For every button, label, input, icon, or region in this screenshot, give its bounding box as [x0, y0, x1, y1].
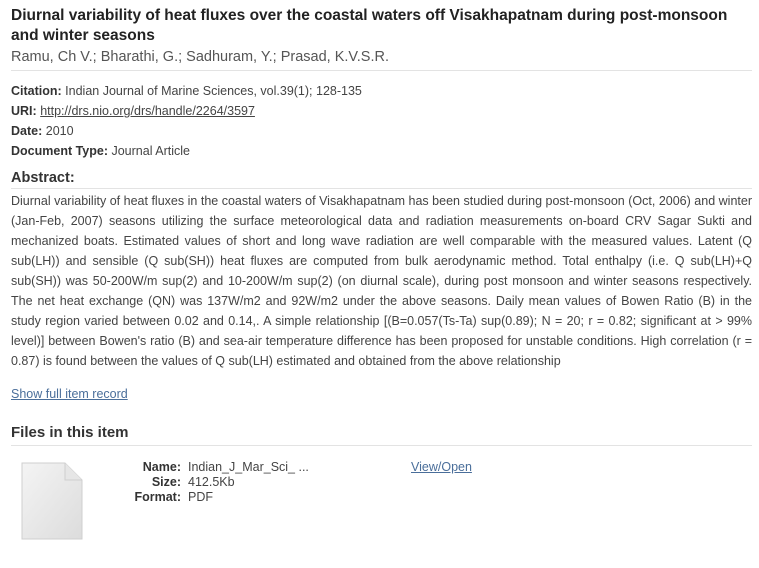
document-file-icon-graphic — [21, 462, 83, 540]
document-file-icon[interactable] — [21, 462, 83, 540]
item-authors: Ramu, Ch V.; Bharathi, G.; Sadhuram, Y.; Prasad, K.V.S.R. — [11, 48, 752, 71]
file-format-row — [111, 490, 309, 505]
file-size-label: Size: — [151, 475, 181, 489]
citation-value: Indian Journal of Marine Sciences, vol.39(1); 128-135 — [65, 84, 362, 98]
document-type-value: Journal Article — [111, 144, 190, 158]
files-heading: Files in this item — [11, 423, 752, 446]
file-size-value: 412.5Kb — [188, 475, 235, 489]
file-format-value: PDF — [188, 490, 213, 504]
file-name-row — [111, 460, 309, 475]
show-full-record-link[interactable]: Show full item record — [11, 387, 128, 401]
uri-row — [11, 101, 752, 121]
uri-link[interactable]: http://drs.nio.org/drs/handle/2264/3597 — [40, 104, 255, 118]
uri-label: URI: — [11, 104, 37, 118]
date-row — [11, 121, 752, 141]
document-type-row — [11, 141, 752, 161]
view-open-link[interactable]: View/Open — [411, 460, 472, 474]
document-type-label: Document Type: — [11, 144, 108, 158]
metadata-list — [11, 81, 752, 161]
file-name-value: Indian_J_Mar_Sci_ ... — [188, 460, 309, 474]
citation-label: Citation: — [11, 84, 62, 98]
item-title: Diurnal variability of heat fluxes over the coastal waters off Visakhapatnam during post-monsoon and winter seasons — [11, 7, 728, 44]
file-size-row — [111, 475, 309, 490]
file-details — [111, 460, 309, 505]
full-record-container — [11, 385, 752, 403]
date-label: Date: — [11, 124, 43, 138]
abstract-text: Diurnal variability of heat fluxes in the coastal waters of Visakhapatnam has been studied during post-monsoon (Oct, 2006) and winter (Jan-Feb, 2007) seasons utilizing the surface meteorological data and radiation measurements on-board CRV Sagar Sukti and mechanized boats. Estimated values of short and long wave radiation are well comparable with the measured values. Latent (Q sub(LH)) and sensible (Q sub(SH)) heat fluxes are computed from bulk aerodynamic method. Total enthalpy (i.e. Q sub(LH)+Q sub(SH)) was 50-200W/m sup(2) and 10-200W/m sup(2) (on diurnal scale), during post monsoon and winter seasons respectively. The net heat exchange (QN) was 137W/m2 and 92W/m2 under the above seasons. Daily mean values of Bowen Ratio (B) in the study region varied between 0.02 and 0.14,. A simple relationship [(B=0.057(Ts-Ta) sup(0.89); N = 20; r = 0.82; significant at > 99% level)] between Bowen's ratio (B) and sea-air temperature difference has been proposed for unstable conditions. High correlation (r = 0.87) is found between the values of Q sub(LH) estimated and obtained from the above relationship — [11, 194, 752, 368]
date-value: 2010 — [45, 124, 74, 138]
file-item — [11, 460, 752, 556]
abstract-heading: Abstract: — [11, 169, 752, 189]
file-name-label: Name: — [142, 460, 181, 474]
citation-row — [11, 81, 752, 101]
file-format-label: Format: — [134, 490, 181, 504]
